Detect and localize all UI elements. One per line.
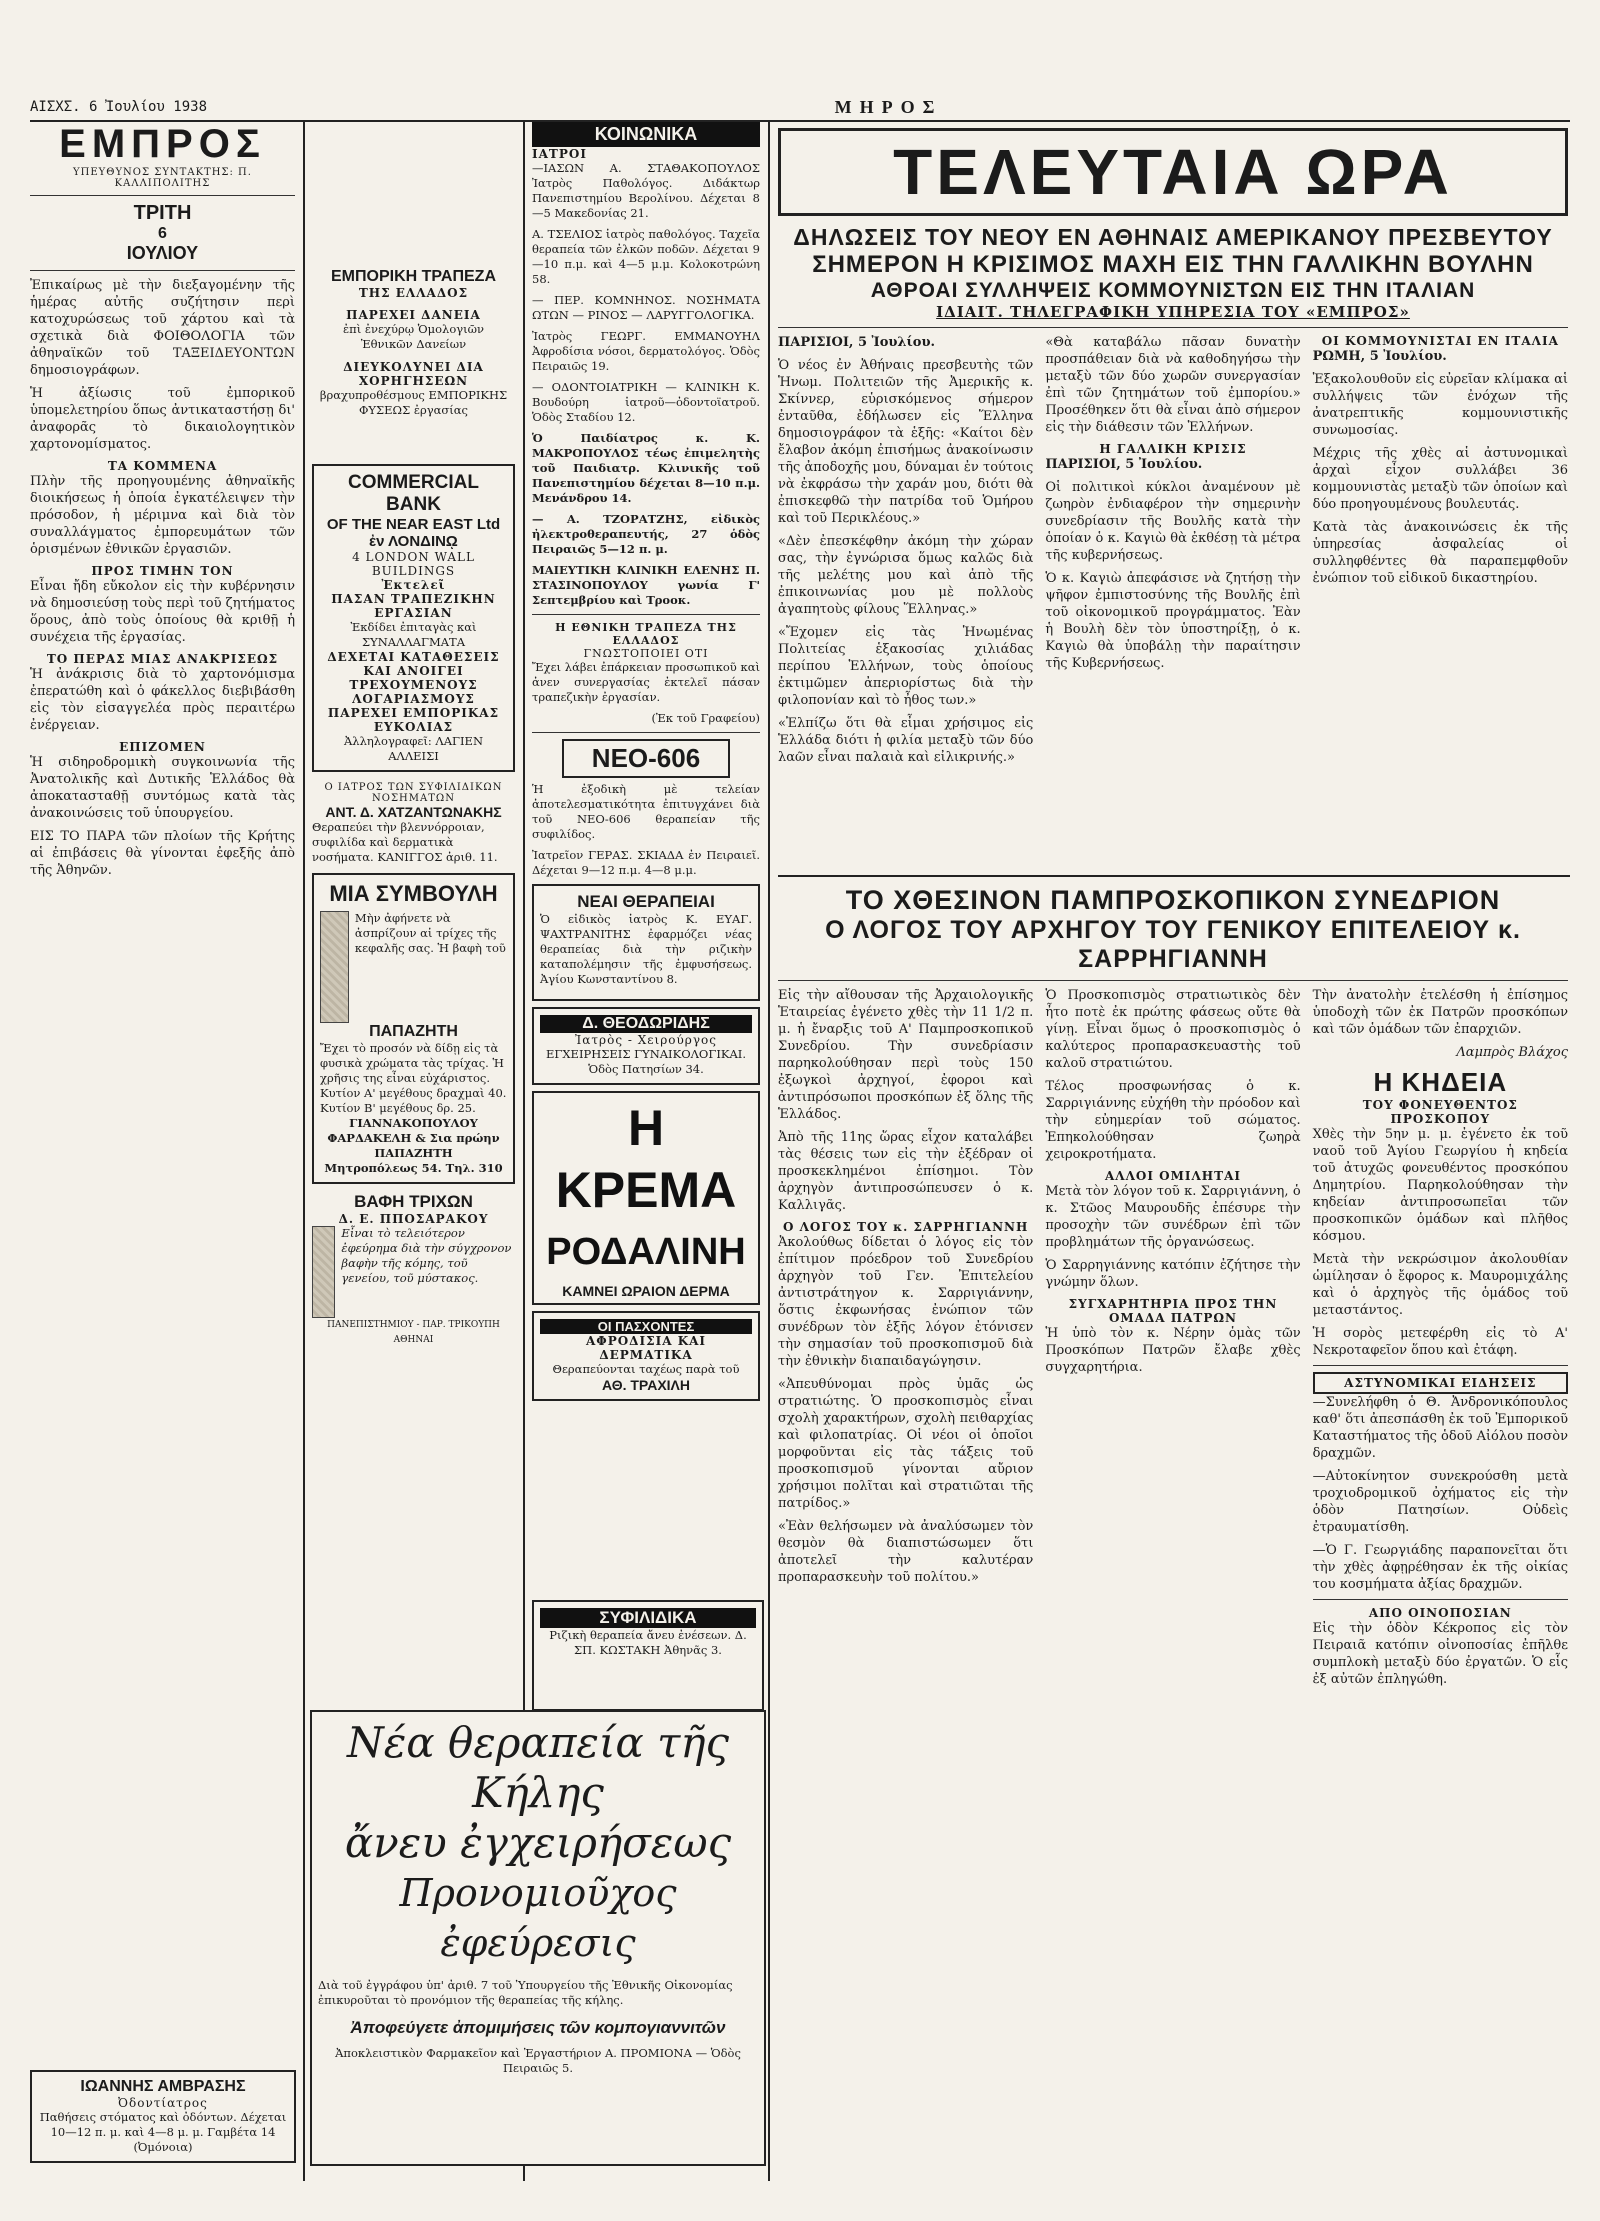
national-bank-title: Η ΕΘΝΙΚΗ ΤΡΑΠΕΖΑ ΤΗΣ ΕΛΛΑΔΟΣ xyxy=(555,621,737,647)
advice-brand: ΠΑΠΑΖΗΤΗ xyxy=(369,1023,458,1040)
news-subhead: Η ΓΑΛΛΙΚΗ ΚΡΙΣΙΣ xyxy=(1099,442,1247,456)
editorial-paragraph: Ἐπικαίρως μὲ τὴν διεξαγομένην τῆς ἡμέρας αὐτῆς συζήτησιν περὶ κατοχυρώσεως τοῦ χάρτου καὶ τὰ σχετικὰ διὰ ΦΟΙΘΟΛΟΓΙΑ τῶν ἀθηναϊκῶν τοῦ ΤΑΞΕΙΔΕΥΟΝΤΩΝ δημοσιογράφων. xyxy=(30,278,295,378)
congress-headline: Ο ΛΟΓΟΣ ΤΟΥ ΑΡΧΗΓΟΥ ΤΟΥ ΓΕΝΙΚΟΥ ΕΠΙΤΕΛΕΙΟΥ κ. ΣΑΡΡΗΓΙΑΝΝΗ xyxy=(825,916,1521,973)
hernia-line-2: ἄνευ ἐγχειρήσεως xyxy=(344,1818,732,1867)
news-subhead: ΑΛΛΟΙ ΟΜΙΛΗΤΑΙ xyxy=(1104,1169,1241,1183)
neo606-text: Ἡ ἐξοδικὴ μὲ τελείαν ἀποτελεσματικότητα ἐπιτυγχάνει διὰ τοῦ ΝΕΟ-606 θεραπείαν τῆς συφιλίδος. xyxy=(532,782,760,841)
news-paragraph: Μετὰ τὴν νεκρώσιμον ἀκολουθίαν ὡμίλησαν ὁ ἔφορος κ. Μαυρομιχάλης καὶ ὁ ἀρχηγὸς τῆς ὁμάδος τοῦ μεταστάντος. xyxy=(1312,1252,1568,1318)
news-column-3 xyxy=(1313,334,1568,724)
news-paragraph: Τέλος προσφωνήσας ὁ κ. Σαρριγιάννης εὐχήθη τὴν πρόοδον καὶ τὴν εὐημερίαν τοῦ σώματος. Ἐπηκολούθησαν ζωηρὰ χειροκροτήματα. xyxy=(1045,1079,1301,1162)
divider xyxy=(1313,1365,1568,1366)
editorial-paragraph: ΕΙΣ ΤΟ ΠΑΡΑ τῶν πλοίων τῆς Κρήτης αἱ ἐπιβάσεις θὰ γίνονται ἐφεξῆς ἀπὸ τῆς Ἀθηνῶν. xyxy=(30,829,295,878)
funeral-subtitle: ΤΟΥ ΦΟΝΕΥΘΕΝΤΟΣ ΠΡΟΣΚΟΠΟΥ xyxy=(1362,1098,1518,1126)
news-paragraph: «Ἀπευθύνομαι πρὸς ὑμᾶς ὡς στρατιώτης. Ὁ προσκοπισμὸς εἶναι σχολὴ χαρακτήρων, σχολὴ πειθαρχίας καὶ φιλοπατρίας. Οἱ νέοι οἱ ὁποῖοι μορφοῦνται εἰς τὰς τάξεις τοῦ προσκοπισμοῦ γίνονται αὔριον χρήσιμοι πολῖται καὶ στρατιῶται τῆς πατρίδος.» xyxy=(778,1377,1034,1511)
latest-news-columns xyxy=(778,334,1568,765)
news-paragraph: «Ἐὰν θελήσωμεν νὰ ἀναλύσωμεν τὸν θεσμὸν θὰ διαπιστώσωμεν ὅτι ἀποτελεῖ τὴν καλυτέραν προπαρασκευὴν τοῦ πολίτου.» xyxy=(778,1519,1034,1585)
doctor-name: ΑΝΤ. Δ. ΧΑΤΖΑΝΤΩΝΑΚΗΣ xyxy=(325,804,502,820)
doctor-notice: Ὁ Παιδίατρος κ. Κ. ΜΑΚΡΟΠΟΥΛΟΣ τέως ἐπιμελητὴς τοῦ Παιδιατρ. Κλινικῆς τοῦ Πανεπιστημίου δέχεται 8—10 π.μ. Μενάνδρου 14. xyxy=(532,431,760,505)
commercial-bank-greece-ad xyxy=(312,262,515,424)
new-cures-title: ΝΕΑΙ ΘΕΡΑΠΕΙΑΙ xyxy=(577,892,715,911)
editorial-paragraph: Ἡ σιδηροδρομικὴ συγκοινωνία τῆς Ἀνατολικῆς καὶ Δυτικῆς Ἑλλάδος θὰ ἀποκατασταθῇ συντόμως κατὰ τὰς ἀνακοινώσεις τοῦ ὑπουργείου. xyxy=(30,755,295,821)
doctor-details: Θεραπεύει τὴν βλεννόρροιαν, συφιλίδα καὶ δερματικὰ νοσήματα. ΚΑΝΙΓΓΟΣ ἀριθ. 11. xyxy=(312,820,498,864)
news-paragraph: Ὁ κ. Καγιὼ ἀπεφάσισε νὰ ζητήσῃ τὴν ψῆφον ἐμπιστοσύνης τῆς Βουλῆς ἐπὶ τοῦ οἰκονομικοῦ προγράμματος. Ἐὰν ἡ Βουλὴ δὲν τὸν ὑποστηρίξῃ, ὁ κ. Καγιὼ θὰ ὑποβάλῃ τὴν παραίτησιν τῆς Κυβερνήσεως. xyxy=(1045,571,1301,671)
congress-column-3 xyxy=(1313,987,1568,2137)
hernia-line-1: Νέα θεραπεία τῆς Κήλης xyxy=(346,1718,730,1817)
latest-hour-section xyxy=(778,128,1568,765)
editor-line: ΥΠΕΥΘΥΝΟΣ ΣΥΝΤΑΚΤΗΣ: Π. ΚΑΛΛΙΠΟΛΙΤΗΣ xyxy=(73,167,252,189)
dye-footer: ΠΑΝΕΠΙΣΤΗΜΙΟΥ - ΠΑΡ. ΤΡΙΚΟΥΠΗ ΑΘΗΝΑΙ xyxy=(327,1320,500,1345)
dentist-role: Ὀδοντίατρος xyxy=(118,2096,208,2110)
news-paragraph: Ἡ σορὸς μετεφέρθη εἰς τὸ Α' Νεκροταφεῖον ὅπου καὶ ἐτάφη. xyxy=(1312,1326,1568,1358)
neo606-title: ΝΕΟ-606 xyxy=(562,739,730,778)
doctor-notice: —ΙΑΣΩΝ Α. ΣΤΑΘΑΚΟΠΟΥΛΟΣ Ἰατρὸς Παθολόγος. Διδάκτωρ Πανεπιστημίου Βερολίνου. Δέχεται 8—5 Μακεδονίας 21. xyxy=(532,161,760,220)
editorial-subhead: ΤΑ ΚΟΜΜΕΝΑ xyxy=(107,459,218,473)
divider xyxy=(532,732,760,733)
news-subhead: Ο ΛΟΓΟΣ ΤΟΥ κ. ΣΑΡΡΗΓΙΑΝΝΗ xyxy=(782,1220,1029,1234)
bank2-subtitle: OF THE NEAR EAST Ltd xyxy=(326,516,501,533)
spacer xyxy=(312,772,515,782)
section-rule xyxy=(778,875,1570,877)
news-paragraph: —Συνελήφθη ὁ Θ. Ἀνδρονικόπουλος καθ' ὅτι ἀπεσπάσθη ἐκ τοῦ Ἐμπορικοῦ Καταστήματος τῆς ὁδοῦ Αἰόλου ποσὸν δραχμῶν. xyxy=(1312,1395,1568,1461)
new-cures-text: Ὁ εἰδικὸς ἰατρὸς Κ. ΕΥΑΓ. ΨΑΧΤΡΑΝΙΤΗΣ ἐφαρμόζει νέας θεραπείας διὰ τὴν ριζικὴν καταπολέμησιν τῆς ἐμφυσήσεως. Ἀγίου Κωνσταντίνου 8. xyxy=(540,912,752,986)
bank-line: ΔΙΕΥΚΟΛΥΝΕΙ ΔΙΑ ΧΟΡΗΓΗΣΕΩΝ xyxy=(343,360,484,388)
commercial-bank-near-east-ad xyxy=(312,464,515,772)
bank2-line: ΠΑΣΑΝ ΤΡΑΠΕΖΙΚΗΝ ΕΡΓΑΣΙΑΝ xyxy=(331,592,496,620)
news-paragraph: Χθὲς τὴν 5ην μ. μ. ἐγένετο ἐκ τοῦ ναοῦ τοῦ Ἁγίου Γεωργίου ἡ κηδεία τοῦ ἀτυχῶς φονευθέντος προσκόπου Δημητρίου. Παρηκολούθησαν τὴν κηδείαν ἀντιπροσωπεῖαι τῶν προσκοπικῶν ὁμάδων καὶ πλῆθος κόσμου. xyxy=(1312,1127,1568,1244)
hernia-footer: Ἀποκλειστικὸν Φαρμακεῖον καὶ Ἐργαστήριον Α. ΠΡΟΜΙΟΝΑ — Ὁδὸς Πειραιῶς 5. xyxy=(335,2046,741,2075)
neo606-text: Ἰατρεῖον ΓΕΡΑΣ. ΣΚΙΑΔΑ ἐν Πειραιεῖ. Δέχεται 9—12 π.μ. 4—8 μ.μ. xyxy=(532,848,760,877)
advice-price: Κυτίον Α' μεγέθους δραχμαὶ 40. Κυτίον Β' μεγέθους δρ. 25. xyxy=(320,1086,507,1115)
spacer xyxy=(312,1184,515,1192)
skin-subtitle: ΑΦΡΟΔΙΣΙΑ ΚΑΙ ΔΕΡΜΑΤΙΚΑ xyxy=(585,1334,707,1362)
doctor-notice: — ΟΔΟΝΤΟΙΑΤΡΙΚΗ — ΚΛΙΝΙΚΗ Κ. Βουδούρη ἰατροῦ—ὀδοντοϊατροῦ. Ὁδὸς Σταδίου 12. xyxy=(532,380,760,424)
news-subhead: ΟΙ ΚΟΜΜΟΥΝΙΣΤΑΙ ΕΝ ΙΤΑΛΙΑ xyxy=(1321,334,1559,348)
news-paragraph: Ὁ νέος ἐν Ἀθήναις πρεσβευτὴς τῶν Ἡνωμ. Πολιτειῶν τῆς Ἀμερικῆς κ. Σκίννερ, εὑρισκόμενος σήμερον ἐνταῦθα, ἐδήλωσεν εἰς Ἕλληνα δημοσιογράφον τὰ ἑξῆς: «Καίτοι δὲν ἔλαβον ἀκόμη ἐπισήμως ἀνακοίνωσιν τῆς ἀποδοχῆς μου, δύναμαι ἐν τούτοις νὰ ἐκφράσω τὴν χαράν μου, διότι θὰ ἐπισκεφθῶ τὴν πατρίδα τοῦ Ὁμήρου καὶ τοῦ Περικλέους.» xyxy=(778,358,1034,526)
advice-address: Μητροπόλεως 54. Τηλ. 310 xyxy=(324,1161,503,1175)
news-paragraph: Ἀπὸ τῆς 11ης ὥρας εἶχον καταλάβει τὰς θέσεις των εἰς τὴν ἐξέδραν οἱ προσκεκλημένοι ἐπίσημοι. Τὸν ἀρχηγὸν ἀντιπροσώπευσεν ὁ κ. Καλλιγᾶς. xyxy=(778,1130,1034,1213)
doctor-notice: ΜΑΙΕΥΤΙΚΗ ΚΛΙΝΙΚΗ ΕΛΕΝΗΣ Π. ΣΤΑΣΙΝΟΠΟΥΛΟΥ γωνία Γ' Σεπτεμβρίου καὶ Τροοκ. xyxy=(532,563,760,607)
spacer xyxy=(312,122,515,262)
social-subtitle: ΙΑΤΡΟΙ xyxy=(532,147,587,161)
bank-subtitle: ΤΗΣ ΕΛΛΑΔΟΣ xyxy=(358,286,469,300)
bank-line: ἐπὶ ἐνεχύρῳ Ὁμολογιῶν Ἐθνικῶν Δανείων xyxy=(342,322,484,351)
news-paragraph: Μετὰ τὸν λόγον τοῦ κ. Σαρριγιάννη, ὁ κ. Στῶος Μαυρουδῆς ἐπέσυρε τὴν προσοχὴν τῶν συνέδρων ἐπὶ τῶν προβλημάτων τῆς ὀργανώσεως. xyxy=(1045,1184,1301,1250)
venereal-doctor-ad xyxy=(312,782,515,865)
news-paragraph: Τὴν ἀνατολὴν ἐτελέσθη ἡ ἐπίσημος ὑποδοχὴ τῶν ἐκ Πατρῶν προσκόπων καὶ τῶν ὁμάδων τῶν ἐπαρχιῶν. xyxy=(1312,988,1568,1037)
latest-hour-banner: ΤΕΛΕΥΤΑΙΑ ΩΡΑ xyxy=(778,128,1568,216)
advice-text: Ἔχει τὸ προσόν νὰ δίδῃ εἰς τὰ φυσικὰ χρώματα τὰς τρίχας. Ἡ χρῆσις της εἶναι εὐχάριστος. xyxy=(320,1041,504,1085)
dateline: ΠΑΡΙΣΙΟΙ, 5 Ἰουλίου. xyxy=(778,335,936,350)
bank2-line: Ἐκδίδει ἐπιταγὰς καὶ ΣΥΝΑΛΛΑΓΜΑΤΑ xyxy=(350,620,477,649)
bank2-line: Ἀλληλογραφεῖ: ΛΑΓΙΕΝ ΑΛΛΕΙΣΙ xyxy=(343,734,484,763)
news-paragraph: Μέχρις τῆς χθὲς αἱ ἀστυνομικαὶ ἀρχαὶ εἶχον συλλάβει 36 κομμουνιστὰς μεταξὺ τῶν ὁποίων καὶ δύο προηγουμένους βουλευτάς. xyxy=(1312,446,1568,512)
social-title: ΚΟΙΝΩΝΙΚΑ xyxy=(532,122,760,147)
news-paragraph: Ὁ Σαρρηγιάννης κατόπιν ἐζήτησε τὴν γνώμην ὅλων. xyxy=(1045,1258,1301,1290)
news-subhead: ΣΥΓΧΑΡΗΤΗΡΙΑ ΠΡΟΣ ΤΗΝ ΟΜΑΔΑ ΠΑΤΡΩΝ xyxy=(1068,1297,1278,1325)
date-number: 6 xyxy=(158,225,167,242)
doctor-title: Ο ΙΑΤΡΟΣ ΤΩΝ ΣΥΦΙΛΙΔΙΚΩΝ ΝΟΣΗΜΑΤΩΝ xyxy=(324,782,503,804)
hernia-text: Διὰ τοῦ ἐγγράφου ὑπ' ἀριθ. 7 τοῦ Ὑπουργείου τῆς Ἐθνικῆς Οἰκονομίας ἐπικυροῦται τὸ προνόμιον τῆς θεραπείας τῆς κήλης. xyxy=(318,1978,733,2007)
bank2-line: ΠΑΡΕΧΕΙ ΕΜΠΟΡΙΚΑΣ ΕΥΚΟΛΙΑΣ xyxy=(327,706,500,734)
theodoridis-name: Δ. ΘΕΟΔΩΡΙΔΗΣ xyxy=(540,1015,752,1033)
column-rule-1 xyxy=(303,120,305,2181)
hernia-line-3: Προνομιοῦχος ἐφεύρεσις xyxy=(399,1871,677,1965)
news-paragraph: Εἰς τὴν ὁδὸν Κέκροπος εἰς τὸν Πειραιᾶ κατόπιν οἰνοποσίας ἐπῆλθε συμπλοκὴ μεταξὺ δύο ἐργατῶν. Ὁ εἷς ἐξ αὐτῶν ἐπληγώθη. xyxy=(1312,1621,1568,1687)
news-column-1 xyxy=(778,334,1034,765)
news-paragraph: Ἡ ὑπὸ τὸν κ. Νέρην ὁμὰς τῶν Προσκόπων Πατρῶν ἔλαβε χθὲς συγχαρητήρια. xyxy=(1045,1326,1301,1375)
hair-dye-advice-ad xyxy=(312,873,515,1184)
syphilis-title: ΣΥΦΙΛΙΔΙΚΑ xyxy=(540,1608,756,1628)
news-paragraph: Εἰς τὴν αἴθουσαν τῆς Ἀρχαιολογικῆς Ἑταιρείας ἐγένετο χθὲς τὴν 11 1/2 π. μ. ἡ ἔναρξις τοῦ Α' Παμπροσκοπικοῦ Συνεδρίου. Τὴν συνεδρίασιν παρηκολούθησαν περὶ τοὺς 150 ἐξωγκοὶ ἀρχηγοί, ἐφοροι καὶ ἀντιπρόσωποι προσκόπων ἐξ ὅλης τῆς Ἑλλάδος. xyxy=(778,988,1034,1122)
bank-title: ΕΜΠΟΡΙΚΗ ΤΡΑΠΕΖΑ xyxy=(330,268,497,285)
skin-name: ΑΘ. ΤΡΑΧΙΛΗ xyxy=(601,1377,691,1393)
wine-brawl-title: ΑΠΟ ΟΙΝΟΠΟΣΙΑΝ xyxy=(1368,1606,1512,1620)
news-paragraph: Ἐξακολουθοῦν εἰς εὐρεῖαν κλίμακα αἱ συλλήψεις τῶν ἐνόχων τῆς ἀνατρεπτικῆς κομμουνιστικῆς συνωμοσίας. xyxy=(1312,372,1568,438)
divider xyxy=(532,614,760,615)
advice-title: ΜΙΑ ΣΥΜΒΟΥΛΗ xyxy=(329,881,498,906)
editorial-subhead: ΤΟ ΠΕΡΑΣ ΜΙΑΣ ΑΝΑΚΡΙΣΕΩΣ xyxy=(46,652,279,666)
news-paragraph: «Δὲν ἐπεσκέφθην ἀκόμη τὴν χώραν σας, τὴν ἐγνώρισα ὅμως καλῶς διὰ τῆς μελέτης μου καὶ ἀπὸ τῆς ἐπικοινωνίας μου μὲ πολλοὺς ἀγαπητοὺς φίλους Ἕλληνας.» xyxy=(778,534,1034,617)
column-rule-3 xyxy=(768,120,770,2181)
signature: Λαμπρὸς Βλάχος xyxy=(1456,1045,1568,1060)
editorial-subhead: ΠΡΟΣ ΤΙΜΗΝ ΤΟΝ xyxy=(91,564,234,578)
national-bank-footer: (Ἐκ τοῦ Γραφείου) xyxy=(651,711,760,725)
left-column xyxy=(30,122,295,885)
social-column xyxy=(532,122,760,1401)
skin-title: ΟΙ ΠΑΣΧΟΝΤΕΣ xyxy=(540,1319,752,1334)
doctor-notice: — Α. ΤΖΟΡΑΤΖΗΣ, εἰδικὸς ἠλεκτροθεραπευτής, 27 ὁδὸς Πειραιῶς 5—12 π. μ. xyxy=(532,512,760,556)
bank-line: ΠΑΡΕΧΕΙ ΔΑΝΕΙΑ xyxy=(346,308,481,322)
newspaper-name-strip: ΜΗΡΟΣ xyxy=(834,96,943,117)
dye-brand: Δ. Ε. ΠΠΟΣΑΡΑΚΟΥ xyxy=(338,1212,489,1226)
advice-body xyxy=(320,911,507,1023)
bank2-city: ἐν ΛΟΝΔΙΝῼ xyxy=(369,533,458,550)
syphilis-ad xyxy=(532,1600,764,1711)
divider xyxy=(1313,1599,1568,1600)
wire-service-line: ΙΔΙΑΙΤ. ΤΗΛΕΓΡΑΦΙΚΗ ΥΠΗΡΕΣΙΑ ΤΟΥ «ΕΜΠΡΟΣ» xyxy=(936,303,1410,321)
divider xyxy=(30,195,295,196)
woman-portrait-illustration xyxy=(320,911,349,1023)
hernia-treatment-ad xyxy=(310,1710,766,2166)
crema-line-3: ΚΑΜΝΕΙ ΩΡΑΙΟΝ ΔΕΡΜΑ xyxy=(562,1283,730,1299)
police-news-title: ΑΣΤΥΝΟΜΙΚΑΙ ΕΙΔΗΣΕΙΣ xyxy=(1313,1372,1568,1394)
editorial-paragraph: Ἡ ἀξίωσις τοῦ ἐμπορικοῦ ὑπομελετηρίου ὅπως ἀντικαταστήσῃ δι' ἀναφορᾶς τὸ δικαιολογητικὸν χαρτονομίσματος. xyxy=(30,386,295,452)
divider xyxy=(778,980,1568,981)
national-bank-notice xyxy=(532,621,760,726)
dye-body xyxy=(312,1226,515,1318)
ads-column xyxy=(312,122,515,1348)
advice-distributor: ΓΙΑΝΝΑΚΟΠΟΥΛΟΥ ΦΑΡΔΑΚΕΛΗ & Σια πρώην ΠΑΠΑΖΗΤΗ xyxy=(327,1116,500,1160)
news-paragraph: «Θὰ καταβάλω πᾶσαν δυνατὴν προσπάθειαν διὰ νὰ καθοδηγήσω τὴν μεταξὺ τῶν δύο χωρῶν συνεργασίαν ἐπὶ τῶν ζητημάτων τοῦ ἐμπορίου.» Προσέθηκεν ὅτι θὰ εἶναι ἀπὸ σήμερον εἰς τὴν διάθεσιν τῶν Ἑλλήνων. xyxy=(1045,335,1301,435)
congress-column-2 xyxy=(1045,987,1300,2137)
spacer xyxy=(312,865,515,873)
editorial-paragraph: Πλὴν τῆς προηγουμένης ἀθηναϊκῆς διοικήσεως ἡ ὁποία ἐγκατέλειψεν τὴν πρόσοδον, ἡ μέριμνα καὶ διὰ τὸν συναλλάγματος ἐμπορευμάτων τῶν ὁρισμένων ἐθνικῶν ἐργασιῶν. xyxy=(30,474,295,557)
funeral-title: Η ΚΗΔΕΙΑ xyxy=(1373,1067,1508,1097)
dye-text: Εἶναι τὸ τελειότερον ἐφεύρημα διὰ τὴν σύγχρονον βαφὴν τῆς κόμης, τοῦ γενείου, τοῦ μύστακος. xyxy=(341,1226,512,1285)
doctor-notice: Ἰατρὸς ΓΕΩΡΓ. ΕΜΜΑΝΟΥΗΛ Ἀφροδίσια νόσοι, δερματολόγος. Ὁδὸς Πειραιῶς 19. xyxy=(532,329,760,373)
bank2-line: Ἐκτελεῖ xyxy=(381,578,446,592)
new-cures-ad xyxy=(532,884,760,1001)
crema-line-2: ΡΟΔΑΛΙΝΗ xyxy=(546,1231,746,1273)
month: ΙΟΥΛΙΟΥ xyxy=(126,243,199,263)
congress-columns xyxy=(778,987,1568,2137)
syphilis-text: Ριζικὴ θεραπεία ἄνευ ἐνέσεων. Δ. ΣΠ. ΚΩΣΤΑΚΗ Ἀθηνᾶς 3. xyxy=(549,1628,747,1657)
divider xyxy=(778,327,1568,328)
crema-line-1: Η ΚΡΕΜΑ xyxy=(555,1100,737,1218)
congress-column-1 xyxy=(778,987,1033,2137)
bank2-line: ΔΕΧΕΤΑΙ ΚΑΤΑΘΕΣΕΙΣ ΚΑΙ ΑΝΟΙΓΕΙ ΤΡΕΧΟΥΜΕΝΟΥΣ ΛΟΓΑΡΙΑΣΜΟΥΣ xyxy=(327,650,500,706)
news-paragraph: Οἱ πολιτικοὶ κύκλοι ἀναμένουν μὲ ζωηρὸν ἐνδιαφέρον τὴν σημερινὴν συνεδρίασιν τῆς Βουλῆς κατὰ τὴν ὁποίαν ὁ κ. Καγιὼ θὰ ἐκθέσῃ τὰ μέτρα τῆς κυβερνήσεως. xyxy=(1045,480,1301,563)
dentist-ad xyxy=(30,2070,296,2163)
dentist-details: Παθήσεις στόματος καὶ ὀδόντων. Δέχεται 10—12 π. μ. καὶ 4—8 μ. μ. Γαμβέτα 14 (Ὀμόνοια) xyxy=(39,2110,287,2154)
editorial-paragraph: Εἶναι ἤδη εὔκολον εἰς τὴν κυβέρνησιν νὰ δημοσιεύσῃ τοὺς περὶ τοῦ ζητήματος ὅρους, ἀπὸ τοὺς ὁποίους θὰ κριθῇ ἡ συνέχεια τῆς ἐργασίας. xyxy=(30,579,295,645)
hernia-warning: Ἀποφεύγετε ἀπομιμήσεις τῶν κομπογιαννιτῶν xyxy=(350,2018,726,2037)
news-paragraph: «Ἐλπίζω ὅτι θὰ εἶμαι χρήσιμος εἰς Ἑλλάδα διότι ἡ φιλία μεταξὺ τῶν δύο λαῶν εἶναι παλαιὰ καὶ εἰλικρινής.» xyxy=(778,716,1034,765)
divider xyxy=(30,270,295,271)
bank2-title: COMMERCIAL BANK xyxy=(348,472,479,515)
issue-date: ΑΙΣΧΣ. 6 Ἰουλίου 1938 xyxy=(30,99,208,115)
skin-text: Θεραπεύονται ταχέως παρὰ τοῦ xyxy=(552,1362,740,1376)
doctor-notice: Α. ΤΣΕΛΙΟΣ ἰατρὸς παθολόγος. Ταχεῖα θεραπεία τῶν ἐλκῶν ποδῶν. Δέχεται 9—10 π.μ. καὶ 4—5 μ.μ. Κολοκοτρώνη 58. xyxy=(532,227,760,286)
dentist-name: ΙΩΑΝΝΗΣ ΑΜΒΡΑΣΗΣ xyxy=(80,2078,246,2095)
dye-title: ΒΑΦΗ ΤΡΙΧΩΝ xyxy=(354,1192,473,1211)
page-header-strip xyxy=(30,95,1570,119)
advice-text: Μὴν ἀφήνετε νὰ ἀσπρίζουν αἱ τρίχες τῆς κεφαλῆς σας. Ἡ βαφὴ τοῦ xyxy=(354,911,506,955)
bank2-address: 4 LONDON WALL BUILDINGS xyxy=(352,550,475,578)
theodoridis-role: Ἰατρὸς - Χειρούργος xyxy=(575,1033,717,1047)
congress-headline: ΤΟ ΧΘΕΣΙΝΟΝ ΠΑΜΠΡΟΣΚΟΠΙΚΟΝ ΣΥΝΕΔΡΙΟΝ xyxy=(845,885,1501,915)
weekday: ΤΡΙΤΗ xyxy=(133,202,192,224)
news-paragraph: —Αὐτοκίνητον συνεκρούσθη μετὰ τροχιοδρομικοῦ ὀχήματος εἰς τὴν ὁδὸν Πατησίων. Οὐδεὶς ἐτραυματίσθη. xyxy=(1312,1469,1568,1535)
headline: ΣΗΜΕΡΟΝ Η ΚΡΙΣΙΜΟΣ ΜΑΧΗ ΕΙΣ ΤΗΝ ΓΑΛΛΙΚΗΝ ΒΟΥΛΗΝ xyxy=(812,251,1534,278)
woman-portrait-illustration xyxy=(312,1226,335,1318)
theodoridis-text: ΕΓΧΕΙΡΗΣΕΙΣ ΓΥΝΑΙΚΟΛΟΓΙΚΑΙ. Ὁδὸς Πατησίων 34. xyxy=(546,1047,746,1076)
editorial-subhead: ΕΠΙΖΟΜΕΝ xyxy=(119,740,206,754)
news-paragraph: «Ἔχομεν εἰς τὰς Ἡνωμένας Πολιτείας ἑξακοσίας χιλιάδας περίπου Ἑλλήνων, τοὺς ὁποίους ἐκτιμῶμεν ἀπεριορίστως διὰ τὴν φιλοπονίαν καὶ τὸ ἦθος των.» xyxy=(778,625,1034,708)
news-paragraph: Κατὰ τὰς ἀνακοινώσεις ἐκ τῆς ὑπηρεσίας ἀσφαλείας οἱ συλληφθέντες θὰ παραπεμφθοῦν ἐνώπιον τοῦ εἰδικοῦ δικαστηρίου. xyxy=(1312,520,1568,586)
masthead: ΕΜΠΡΟΣ xyxy=(59,122,266,166)
news-column-2 xyxy=(1045,334,1300,724)
neo606-ad xyxy=(532,739,760,878)
headline: ΔΗΛΩΣΕΙΣ ΤΟΥ ΝΕΟΥ ΕΝ ΑΘΗΝΑΙΣ ΑΜΕΡΙΚΑΝΟΥ ΠΡΕΣΒΕΥΤΟΥ xyxy=(793,224,1553,250)
crema-rodalini-ad xyxy=(532,1091,760,1305)
doctor-notice: — ΠΕΡ. ΚΟΜΝΗΝΟΣ. ΝΟΣΗΜΑΤΑ ΩΤΩΝ — ΡΙΝΟΣ — ΛΑΡΥΓΓΟΛΟΓΙΚΑ. xyxy=(532,293,760,322)
news-paragraph: Ἀκολούθως δίδεται ὁ λόγος εἰς τὸν ἐπίτιμον πρόεδρον τοῦ Συνεδρίου ἀρχηγὸν τοῦ Γεν. Ἐπιτελείου ἀντιστράτηγον κ. Σαρριγιάννην, ὅστις ἐκφωνήσας ἐνώπιον τῶν συνέδρων τὸν ἑξῆς λόγον ἐτόνισεν τὴν σημασίαν τοῦ προσκοπισμοῦ διὰ τὴν ἐθνικὴν διαπαιδαγώγησιν. xyxy=(778,1235,1034,1369)
national-bank-subtitle: ΓΝΩΣΤΟΠΟΙΕΙ ΟΤΙ xyxy=(583,647,709,660)
dateline: ΡΩΜΗ, 5 Ἰουλίου. xyxy=(1312,349,1447,364)
theodoridis-ad xyxy=(532,1007,760,1085)
national-bank-text: Ἔχει λάβει ἐπάρκειαν προσωπικοῦ καὶ ἀνεν συνεργασίας ἐκτελεῖ πάσαν τραπεζικὴν ἐργασίαν. xyxy=(532,660,760,704)
news-paragraph: —Ὁ Γ. Γεωργιάδης παραπονεῖται ὅτι τὴν χθὲς ἀφῃρέθησαν ἐκ τῆς οἰκίας του κοσμήματα ἀξίας δραχμῶν. xyxy=(1312,1543,1568,1592)
scout-congress-section xyxy=(778,885,1568,2137)
editorial-paragraph: Ἡ ἀνάκρισις διὰ τὸ χαρτονόμισμα ἐπερατώθη καὶ ὁ φάκελλος διεβιβάσθη εἰς τὸν εἰσαγγελέα πρὸς περαιτέρω ἐνέργειαν. xyxy=(30,667,295,733)
headline: ΑΘΡΟΑΙ ΣΥΛΛΗΨΕΙΣ ΚΟΜΜΟΥΝΙΣΤΩΝ ΕΙΣ ΤΗΝ ΙΤΑΛΙΑΝ xyxy=(870,279,1476,302)
skin-disease-ad xyxy=(532,1311,760,1401)
hair-dye-ad xyxy=(312,1192,515,1348)
dateline: ΠΑΡΙΣΙΟΙ, 5 Ἰουλίου. xyxy=(1045,457,1203,472)
news-paragraph: Ὁ Προσκοπισμὸς στρατιωτικὸς δὲν ἦτο ποτὲ ἐκ πρώτης φάσεως οὔτε θὰ γίνῃ. Εἶναι ὅμως ὁ προσκοπισμὸς ὁ καλύτερος προπαρασκευαστὴς τοῦ καλοῦ στρατιώτου. xyxy=(1045,988,1301,1071)
spacer xyxy=(312,424,515,464)
bank-line: βραχυπροθέσμους ΕΜΠΟΡΙΚΗΣ ΦΥΣΕΩΣ ἐργασίας xyxy=(319,388,508,417)
